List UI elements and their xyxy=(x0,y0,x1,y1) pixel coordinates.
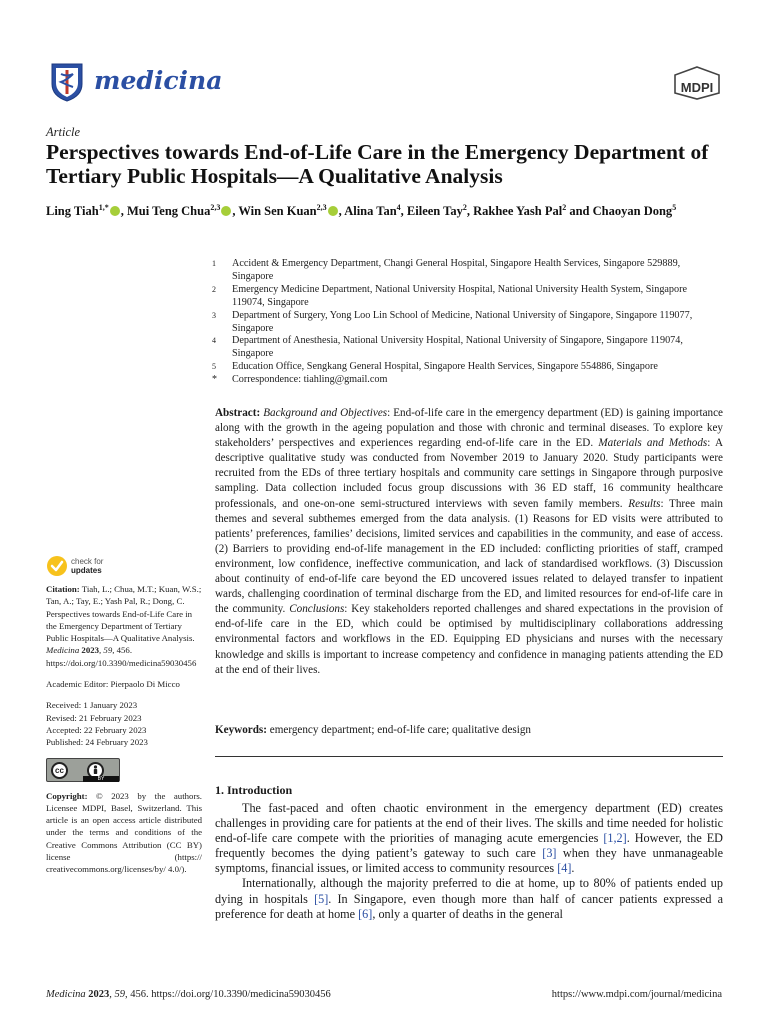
by-label: BY xyxy=(83,776,119,782)
article-sidebar xyxy=(46,555,202,885)
footer-doi[interactable]: , 456. https://doi.org/10.3390/medicina59030456 xyxy=(125,989,331,1000)
affiliation-text: Emergency Medicine Department, National University Hospital, National University Health System, Singapore 119074, Singapore xyxy=(232,283,688,308)
paragraph xyxy=(215,801,723,876)
affiliation-item xyxy=(212,310,722,336)
author-affiliation-mark: 2,3 xyxy=(210,202,221,212)
introduction-body xyxy=(215,801,723,922)
affiliation-text: Accident & Emergency Department, Changi General Hospital, Singapore Health Services, Singapore 529889, Singapore xyxy=(232,258,681,282)
author-separator: , xyxy=(232,204,239,218)
orcid-icon[interactable] xyxy=(328,206,338,216)
reference-link[interactable]: [6] xyxy=(358,906,373,921)
history-dates xyxy=(46,699,202,748)
keywords-text: emergency department; end-of-life care; qualitative design xyxy=(269,724,531,736)
check-line-2: updates xyxy=(71,566,102,575)
citation-year: 2023 xyxy=(79,645,100,656)
reference-link[interactable]: [5] xyxy=(314,891,329,906)
citation-label: Citation: xyxy=(46,584,80,594)
orcid-icon[interactable] xyxy=(110,206,120,216)
author-name[interactable]: Mui Teng Chua xyxy=(126,204,211,218)
published-date: Published: 24 February 2023 xyxy=(46,737,148,748)
affiliation-text: Education Office, Sengkang General Hospital, Singapore Health Services, Singapore 554886, Singapore xyxy=(232,361,658,373)
author-affiliation-mark: 2 xyxy=(462,202,467,212)
author-name[interactable]: Eileen Tay xyxy=(406,204,463,218)
author-affiliation-mark: 2 xyxy=(562,202,567,212)
abstract xyxy=(215,406,723,678)
journal-name: medicina xyxy=(94,66,223,95)
author-affiliation-mark: 4 xyxy=(396,202,401,212)
author-name[interactable]: Win Sen Kuan xyxy=(238,204,317,218)
author-separator: , xyxy=(400,204,407,218)
author-name[interactable]: Ling Tiah xyxy=(46,204,99,218)
affiliation-text: Department of Anesthesia, National University Hospital, National University of Singapore, Singapore 119074, Singapore xyxy=(232,335,683,360)
reference-link[interactable]: [4] xyxy=(557,861,572,876)
author-separator: and xyxy=(566,204,593,218)
abstract-background-label: Background and Objectives xyxy=(263,407,388,419)
author-list xyxy=(46,202,726,220)
author-separator: , xyxy=(466,204,474,218)
text-run: . xyxy=(571,861,575,876)
affiliation-mark: 5 xyxy=(212,362,216,372)
abstract-background-text: : End-of-life care in the emergency department (ED) is gaining importance along with the growth in the ageing population and those with chronic and terminal diseases. To explore key stakeholders’ perspectives and experiences regarding end-of-life care in the ED. xyxy=(215,407,724,450)
footer-citation xyxy=(46,989,331,1000)
keywords xyxy=(215,723,723,738)
author-separator: , xyxy=(120,204,127,218)
abstract-results-text: : Three main themes and several subthemes emerged from the data analysis. (1) Reasons for ED visits were attributed to patients’ preferences, families’ decisions, limited services and capabilities in the community, and ease of access. (2) Barriers to providing end-of-life management in the ED included: conflicting priorities of staff, cramped environment, low confidence, ineffective communication, and lack of standardised workflows. (3) Discussion about continuity of end-of-life care beyond the ED uncovered issues related to delayed transfer to inpatient wards, challenging coordination of terminal discharge from the ED, and limited resources for end-of-life care in the community. xyxy=(215,497,723,616)
reference-link[interactable]: [3] xyxy=(542,846,557,861)
copyright-label: Copyright: xyxy=(46,790,88,801)
keywords-label: Keywords: xyxy=(215,724,267,736)
affiliation-mark: 4 xyxy=(212,336,216,346)
reference-link[interactable]: [1,2] xyxy=(603,831,627,846)
affiliation-mark: 1 xyxy=(212,259,216,268)
footer-journal-url[interactable]: https://www.mdpi.com/journal/medicina xyxy=(551,989,722,1000)
footer-journal: Medicina xyxy=(46,989,86,1000)
affiliation-item xyxy=(212,374,722,387)
section-divider xyxy=(215,756,723,757)
check-line-1: check for xyxy=(71,557,104,566)
check-for-updates-label xyxy=(71,557,103,575)
article-title: Perspectives towards End-of-Life Care in the Emergency Department of Tertiary Public Hospitals—A Qualitative Analysis xyxy=(46,140,709,188)
affiliation-item xyxy=(212,258,722,284)
author-name[interactable]: Chaoyan Dong xyxy=(592,204,673,218)
mdpi-logo xyxy=(672,66,722,100)
text-run: The fast-paced and often chaotic environment in the emergency department (ED) creates challenges in providing care for patients at the end of their lives. The skills and time needed for holistic end-of-life care compete with the priorities of managing acute emergencies xyxy=(215,801,723,846)
affiliation-item xyxy=(212,284,722,310)
citation-block xyxy=(46,583,202,669)
footer-year: 2023 xyxy=(85,989,110,1000)
author-name[interactable]: Alina Tan xyxy=(344,204,397,218)
copyright-text: © 2023 by the authors. Licensee MDPI, Basel, Switzerland. This article is an open access article distributed under the terms and conditions of the Creative Commons Attribution (CC BY) license (https:// creativecommons.org/licenses/by/ 4.0/). xyxy=(46,790,202,875)
citation-text: Tiah, L.; Chua, M.T.; Kuan, W.S.; Tan, A.; Tay, E.; Yash Pal, R.; Dong, C. Perspectives towards End-of-Life Care in the Emergency Department of Tertiary Public Hospitals—A Qualitative Analysis. xyxy=(46,584,202,644)
text-run: . However, the ED frequently becomes the dying patient’s gateway to such care xyxy=(215,831,723,861)
affiliation-item xyxy=(212,335,722,361)
section-title-introduction: 1. Introduction xyxy=(215,783,293,797)
received-date: Received: 1 January 2023 xyxy=(46,700,138,711)
revised-date: Revised: 21 February 2023 xyxy=(46,712,142,723)
affiliation-mark: 3 xyxy=(212,310,216,320)
affiliation-item xyxy=(212,361,722,374)
cc-by-license-badge[interactable] xyxy=(46,758,120,782)
article-type: Article xyxy=(46,125,81,139)
author-affiliation-mark: 5 xyxy=(672,202,677,212)
author-affiliation-mark: 1,* xyxy=(98,202,109,212)
author-affiliation-mark: 2,3 xyxy=(316,202,327,212)
creative-commons-icon: cc xyxy=(51,762,68,779)
abstract-methods-text: : A descriptive qualitative study was conducted from November 2019 to January 2020. Study participants were recruited from the EDs of three tertiary hospitals and community care settings in Singapore through purposive sampling. Data collection included focus group discussions with 36 ED staff, 16 community healthcare professionals, and one-on-one semi-structured interviews with seven family members. xyxy=(215,437,724,510)
citation-doi[interactable]: , 456. https://doi.org/10.3390/medicina59030456 xyxy=(46,645,197,668)
affiliation-text: Department of Surgery, Yong Loo Lin School of Medicine, National University of Singapore, Singapore 119077, Singapore xyxy=(232,309,693,334)
abstract-conclusions-text: : Key stakeholders reported challenges and shared expectations in the provision of end-of-life care in the ED, which could be optimised by multidisciplinary collaborations addressing environmental factors and workflows in the ED. Equipping ED physicians and nurses with the necessary knowledge and skills is important to increase competency and confidence in managing patients attending the ED at the end of their lives. xyxy=(215,603,723,676)
orcid-icon[interactable] xyxy=(221,206,231,216)
journal-header xyxy=(46,62,722,106)
text-run: . In Singapore, even though more than half of cancer patients expressed a preference for death at home xyxy=(215,891,724,921)
check-for-updates-badge[interactable] xyxy=(46,555,202,583)
affiliation-mark: * xyxy=(212,374,217,386)
citation-journal: Medicina xyxy=(46,645,80,656)
publisher-name: MDPI xyxy=(680,80,714,95)
footer-volume: , 59 xyxy=(109,989,126,1000)
author-separator: , xyxy=(338,204,345,218)
text-run: when they have unmanageable symptoms, financial issues, or limited access to community resources xyxy=(215,846,724,876)
affiliations xyxy=(212,258,722,387)
text-run: Internationally, although the majority preferred to die at home, up to 80% of patients ended up dying in hospitals xyxy=(215,876,723,906)
abstract-methods-label: Materials and Methods xyxy=(598,437,708,450)
medicina-logo-icon xyxy=(49,62,85,102)
abstract-label: Abstract: xyxy=(215,407,261,419)
accepted-date: Accepted: 22 February 2023 xyxy=(46,724,147,735)
copyright-block xyxy=(46,790,202,876)
abstract-results-label: Results xyxy=(628,497,661,510)
academic-editor: Academic Editor: Pierpaolo Di Micco xyxy=(46,679,180,690)
citation-volume: , 59 xyxy=(99,645,113,656)
author-name[interactable]: Rakhee Yash Pal xyxy=(473,204,563,218)
abstract-conclusions-label: Conclusions xyxy=(289,603,345,616)
paragraph xyxy=(215,876,723,921)
affiliation-text: Correspondence: tiahling@gmail.com xyxy=(232,374,388,386)
check-for-updates-icon xyxy=(46,555,68,577)
text-run: , only a quarter of deaths in the general xyxy=(372,906,563,921)
affiliation-mark: 2 xyxy=(212,284,216,294)
